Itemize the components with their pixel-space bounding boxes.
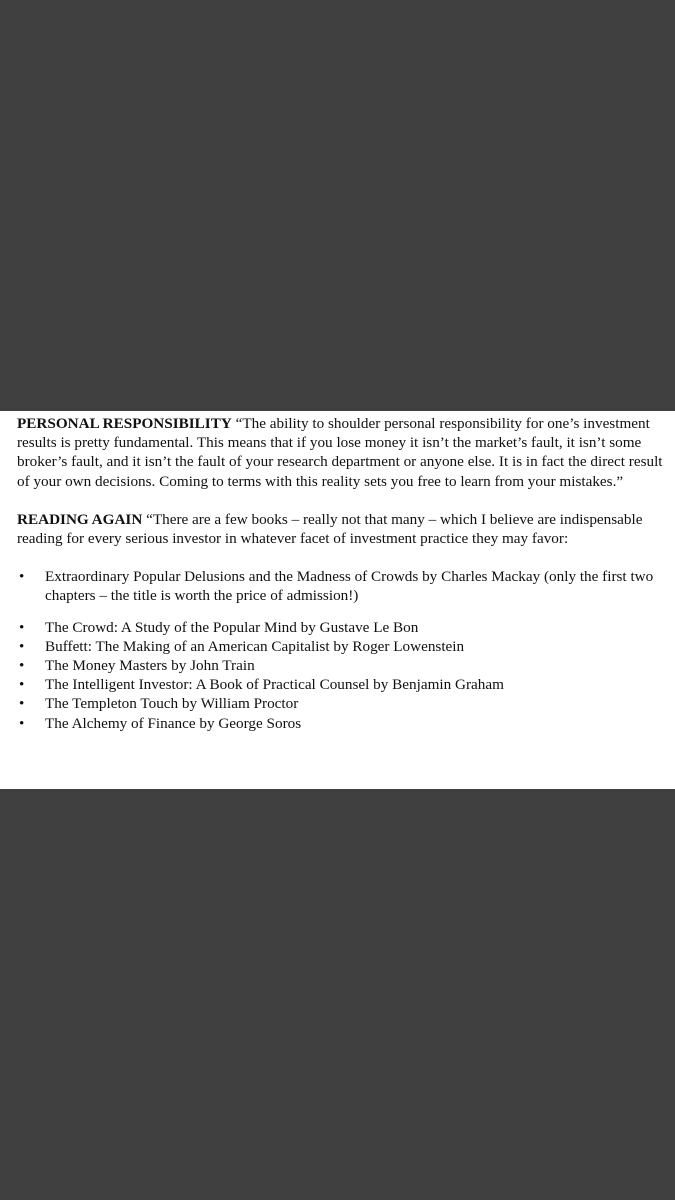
book-title: Buffett: The Making of an American Capitalist by Roger Lowenstein [45,637,465,655]
reading-again-text: “There are a few books – really not that many – which I believe are indispensable reading for every serious investor in whatever facet of investment practice they may favor: [17,510,643,548]
list-item [17,656,665,675]
bullet-icon: • [19,637,25,655]
book-title: The Crowd: A Study of the Popular Mind by Gustave Le Bon [45,618,419,636]
bullet-icon: • [19,676,25,694]
document-page [0,411,675,789]
personal-responsibility-paragraph [17,414,665,491]
list-spacer [17,548,665,567]
list-item [17,637,665,656]
list-item [17,618,665,637]
book-title: The Money Masters by John Train [45,657,255,675]
bullet-icon: • [19,714,25,732]
bullet-icon: • [19,657,25,675]
book-list [17,567,665,733]
book-title: The Templeton Touch by William Proctor [45,695,299,713]
list-item [17,714,665,733]
book-title: The Intelligent Investor: A Book of Practical Counsel by Benjamin Graham [45,676,504,694]
list-item [17,675,665,694]
book-title: Extraordinary Popular Delusions and the Madness of Crowds by Charles Mackay (only the first two chapters – the title is worth the price of admission!) [45,568,654,605]
list-item [17,567,665,605]
reading-again-paragraph [17,510,665,548]
bullet-icon: • [19,618,25,636]
reading-again-heading: READING AGAIN [17,510,143,528]
bullet-icon: • [19,568,25,586]
list-item [17,694,665,713]
bullet-icon: • [19,695,25,713]
book-title: The Alchemy of Finance by George Soros [45,714,302,732]
paragraph-spacer [17,491,665,510]
personal-responsibility-text: “The ability to shoulder personal responsibility for one’s investment results is pretty fundamental. This means that if you lose money it isn’t the market’s fault, it isn’t some broker’s fault, and it isn’t the fault of your research department or anyone else. It is in fact the direct result of your own decisions. Coming to terms with this reality sets you free to learn from your mistakes.” [17,415,663,490]
personal-responsibility-heading: PERSONAL RESPONSIBILITY [17,415,232,432]
